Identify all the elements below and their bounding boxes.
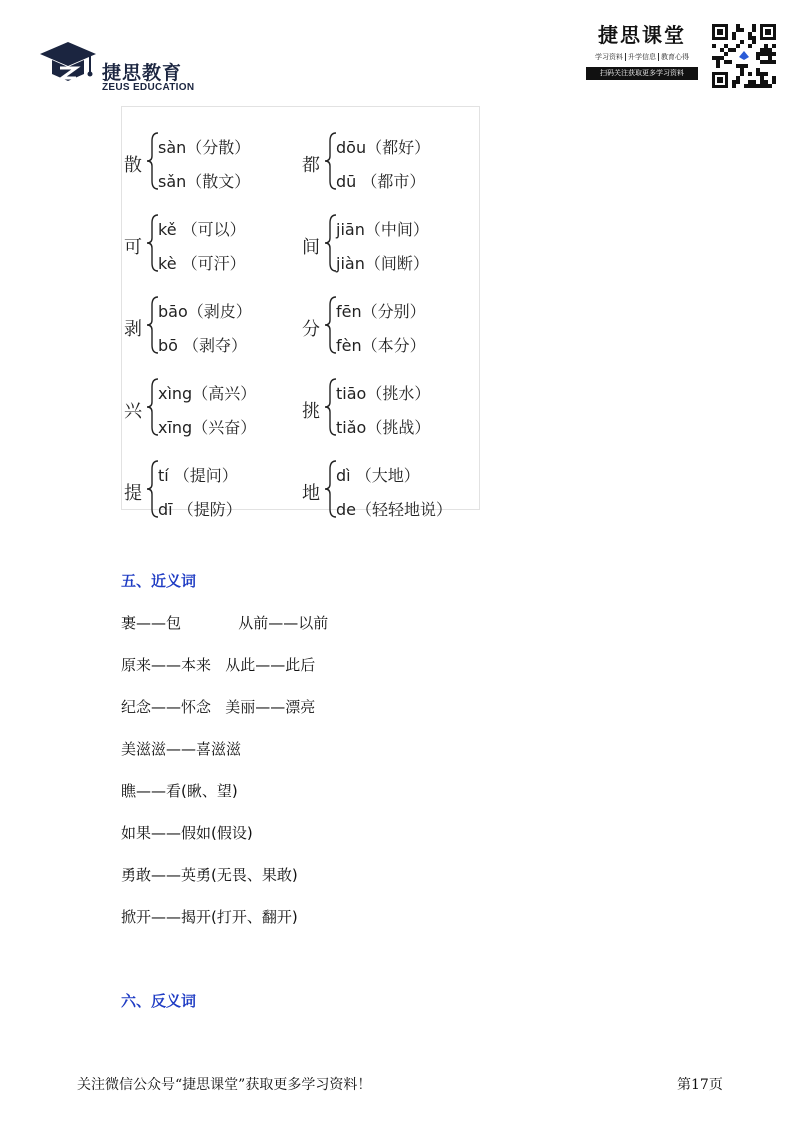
pinyin-reading: bāo（剥皮） [158, 302, 252, 321]
polyphonic-character: 地 [302, 483, 320, 504]
brand-tags [586, 50, 698, 64]
polyphonic-character: 间 [302, 237, 320, 258]
polyphonic-character: 可 [124, 237, 142, 258]
brace-icon [325, 297, 336, 353]
brand-block [586, 22, 698, 92]
pinyin-reading: dī （提防） [158, 500, 242, 519]
footer-note: 关注微信公众号“捷思课堂”获取更多学习资料！ [77, 1077, 372, 1093]
antonyms-heading: 六、反义词 [121, 992, 197, 1010]
brace-icon [147, 379, 158, 435]
pinyin-reading: kè （可汗） [158, 254, 246, 273]
pinyin-reading: tí （提问） [158, 466, 238, 485]
pinyin-reading: jiān（中间） [336, 220, 429, 239]
pinyin-reading: bō （剥夺） [158, 336, 248, 355]
pinyin-reading: dōu（都好） [336, 138, 431, 157]
brace-icon [147, 133, 158, 189]
pinyin-reading: sàn（分散） [158, 138, 251, 157]
brand-title: 捷思课堂 [598, 23, 686, 47]
pinyin-reading: fēn（分别） [336, 302, 426, 321]
polyphonic-character: 剥 [124, 319, 142, 340]
polyphonic-character: 分 [302, 319, 320, 340]
logo-chinese-name: 捷思教育 [102, 62, 183, 84]
synonym-line: 掀开——揭开(打开、翻开) [121, 908, 298, 926]
polyphonic-character: 都 [302, 155, 320, 176]
brand-tag: 升学信息 [626, 53, 659, 61]
synonym-line: 如果——假如(假设) [121, 824, 253, 842]
synonym-line: 原来——本来 从此——此后 [121, 656, 316, 674]
polyphonic-character: 散 [124, 155, 142, 176]
brace-icon [147, 215, 158, 271]
pinyin-reading: xīng（兴奋） [158, 418, 257, 437]
synonym-line: 裹——包 从前——以前 [121, 614, 329, 632]
graduation-cap-icon [38, 38, 100, 96]
page-number: 第17页 [677, 1077, 723, 1093]
brand-tag: 教育心得 [661, 53, 689, 61]
qr-code-icon [712, 24, 776, 88]
brand-banner: 扫码关注获取更多学习资料 [586, 67, 698, 80]
zeus-education-logo [38, 38, 208, 98]
polyphonic-character: 兴 [124, 401, 142, 422]
polyphonic-pinyin-table [121, 106, 480, 519]
brace-icon [325, 133, 336, 189]
brand-tag: 学习资料 [593, 53, 626, 61]
pinyin-reading: dì （大地） [336, 466, 420, 485]
synonyms-heading: 五、近义词 [121, 572, 197, 590]
pinyin-reading: fèn（本分） [336, 336, 426, 355]
synonym-line: 纪念——怀念 美丽——漂亮 [121, 698, 316, 716]
brace-icon [325, 461, 336, 517]
polyphonic-character: 挑 [302, 401, 320, 422]
synonym-line: 勇敢——英勇(无畏、果敢) [121, 866, 298, 884]
pinyin-reading: sǎn（散文） [158, 172, 251, 191]
synonym-line: 美滋滋——喜滋滋 [121, 740, 242, 758]
pinyin-reading: kě （可以） [158, 220, 246, 239]
brace-icon [147, 297, 158, 353]
pinyin-reading: de（轻轻地说） [336, 500, 453, 519]
polyphonic-character: 提 [124, 483, 142, 504]
pinyin-reading: tiāo（挑水） [336, 384, 431, 403]
pinyin-reading: xìng（高兴） [158, 384, 257, 403]
synonym-line: 瞧——看(瞅、望) [121, 782, 238, 800]
pinyin-reading: tiǎo（挑战） [336, 418, 431, 437]
brace-icon [325, 215, 336, 271]
pinyin-reading: jiàn（间断） [336, 254, 429, 273]
pinyin-reading: dū （都市） [336, 172, 426, 191]
brace-icon [325, 379, 336, 435]
brace-icon [147, 461, 158, 517]
logo-english-name: ZEUS EDUCATION [102, 82, 195, 93]
